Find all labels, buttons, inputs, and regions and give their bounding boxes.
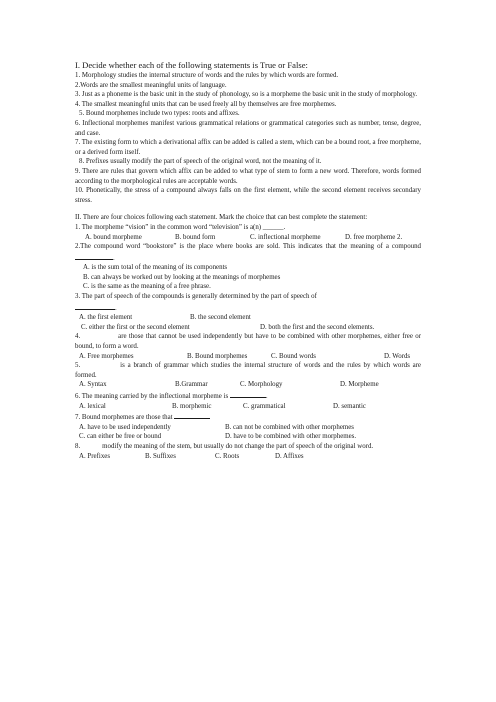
- q3-option-a: A. the first element: [79, 314, 133, 322]
- q4-option-b: B. Bound morphemes: [187, 352, 248, 360]
- q7-option-d: D. have to be combined with other morphemes.: [225, 433, 357, 441]
- question-3-options-row2: [75, 323, 421, 333]
- q2-option-a: A. is the sum total of the meaning of its components: [83, 264, 228, 272]
- question-7-options-row2: [75, 432, 421, 442]
- q6-option-c: C. grammatical: [243, 402, 286, 410]
- q1-option-b: B. bound form: [175, 233, 216, 241]
- q5-option-b: B.Grammar: [175, 381, 208, 389]
- q3-option-d: D. both the first and the second elements.: [260, 323, 375, 331]
- tf-item-2: 2.Words are the smallest meaningful units of language.: [75, 81, 227, 89]
- question-4: [75, 332, 421, 351]
- q8-option-c: C. Roots: [215, 452, 240, 460]
- question-5: [75, 361, 421, 380]
- question-8-options: [75, 452, 421, 462]
- answer-blank: [75, 252, 113, 260]
- question-3: 3. The part of speech of the compounds is generally determined by the part of speech of .: [75, 293, 317, 312]
- q4-option-c: C. Bound words: [271, 352, 316, 360]
- question-3-options-row1: [75, 313, 421, 323]
- question-6-text: 6. The meaning carried by the inflectional morpheme is: [75, 393, 229, 400]
- question-3-text: 3. The part of speech of the compounds is generally determined by the part of speech of: [75, 293, 317, 301]
- q8-option-b: B. Suffixes: [145, 452, 176, 460]
- q1-option-c: C. inflectional morpheme: [250, 233, 321, 241]
- question-1: 1. The morpheme “vision” in the common word “television” is a(n) ______.: [75, 223, 286, 231]
- tf-item-6: 6. Inflectional morphemes manifest various grammatical relations or grammatical categories such as number, tense, degree, and case.: [75, 119, 421, 137]
- q8-option-d: D. Affixes: [275, 452, 304, 460]
- tf-item-8: 8. Prefixes usually modify the part of speech of the original word, not the meaning of it.: [79, 158, 322, 166]
- answer-blank: [75, 302, 115, 310]
- q5-option-c: C. Morphology: [240, 381, 283, 389]
- worksheet-content: [75, 60, 421, 461]
- answer-blank: [230, 390, 266, 398]
- q4-option-d: D. Words: [384, 352, 411, 360]
- question-5-text: is a branch of grammar which studies the internal structure of words and the rules by which words are formed.: [75, 362, 421, 379]
- q7-option-c: C. can either be free or bound: [79, 433, 162, 441]
- tf-item-4: 4. The smallest meaningful units that can be used freely all by themselves are free morphemes.: [75, 100, 337, 108]
- question-2-text: 2.The compound word “bookstore” is the place where books are sold. This indicates that the meaning of a compound: [75, 243, 421, 251]
- section2-title: II. There are four choices following each statement. Mark the choice that can best complete the statement:: [75, 214, 368, 222]
- question-7-text: 7. Bound morphemes are those that: [75, 414, 173, 422]
- q4-option-a: A. Free morphemes: [79, 352, 134, 360]
- q2-option-c: C. is the same as the meaning of a free phrase.: [83, 283, 211, 291]
- question-4-text: are those that cannot be used independently but have to be combined with other morphemes, either free or bound, to form a word.: [75, 333, 421, 351]
- q7-option-a: A. have to be used independently: [79, 423, 171, 431]
- tf-item-7: 7. The existing form to which a derivational affix can be added is called a stem, which can be a bound root, a free morpheme, or a derived form itself.: [75, 139, 421, 156]
- question-7: [75, 411, 421, 423]
- q2-option-b: B. can always be worked out by looking at the meanings of morphemes: [83, 273, 281, 281]
- question-5-options: [75, 380, 421, 390]
- tf-item-5: 5. Bound morphemes include two types: roots and affixes.: [79, 110, 240, 118]
- question-8-number: 8.: [75, 442, 81, 450]
- question-2: 2.The compound word “bookstore” is the place where books are sold. This indicates that the meaning of a compound .: [75, 243, 421, 262]
- question-4-number: 4.: [75, 333, 81, 341]
- section1-title: I. Decide whether each of the following statements is True or False:: [75, 60, 308, 70]
- question-4-options: [75, 352, 421, 362]
- section-true-false: [75, 60, 421, 205]
- tf-item-3: 3. Just as a phoneme is the basic unit in the study of phonology, so is a morpheme the basic unit in the study of morphology.: [75, 91, 418, 99]
- q6-option-b: B. morphemic: [172, 402, 212, 410]
- tf-item-10: 10. Phonetically, the stress of a compound always falls on the first element, while the second element receives secondary stress.: [75, 187, 421, 204]
- question-6: 6. The meaning carried by the inflectional morpheme is .: [75, 390, 421, 402]
- question-8: [75, 442, 421, 452]
- q3-option-b: B. the second element: [190, 314, 251, 322]
- q5-option-a: A. Syntax: [79, 381, 107, 389]
- question-7-options-row1: [75, 423, 421, 433]
- q3-option-c: C. either the first or the second element: [81, 323, 190, 331]
- q5-option-d: D. Morpheme: [340, 381, 379, 389]
- q6-option-d: D. semantic: [333, 402, 366, 410]
- question-5-number: 5.: [75, 362, 81, 370]
- q7-option-b: B. can not be combined with other morphemes: [225, 423, 354, 431]
- q1-option-a: A. bound morpheme: [85, 233, 142, 241]
- tf-item-1: 1. Morphology studies the internal structure of words and the rules by which words are formed.: [75, 72, 339, 79]
- q1-option-d: D. free morpheme 2.: [345, 233, 403, 241]
- section-multiple-choice: [75, 213, 421, 461]
- tf-item-9: 9. There are rules that govern which affix can be added to what type of stem to form a new word. Therefore, words formed according to the morphological rules are acceptable words.: [75, 167, 421, 185]
- question-1-options: [75, 233, 421, 243]
- q8-option-a: A. Prefixes: [79, 452, 111, 460]
- answer-blank: [174, 411, 210, 419]
- question-6-options: [75, 402, 421, 412]
- q6-option-a: A. lexical: [79, 402, 106, 410]
- question-8-text: modify the meaning of the stem, but usually do not change the part of speech of the original word.: [102, 442, 374, 450]
